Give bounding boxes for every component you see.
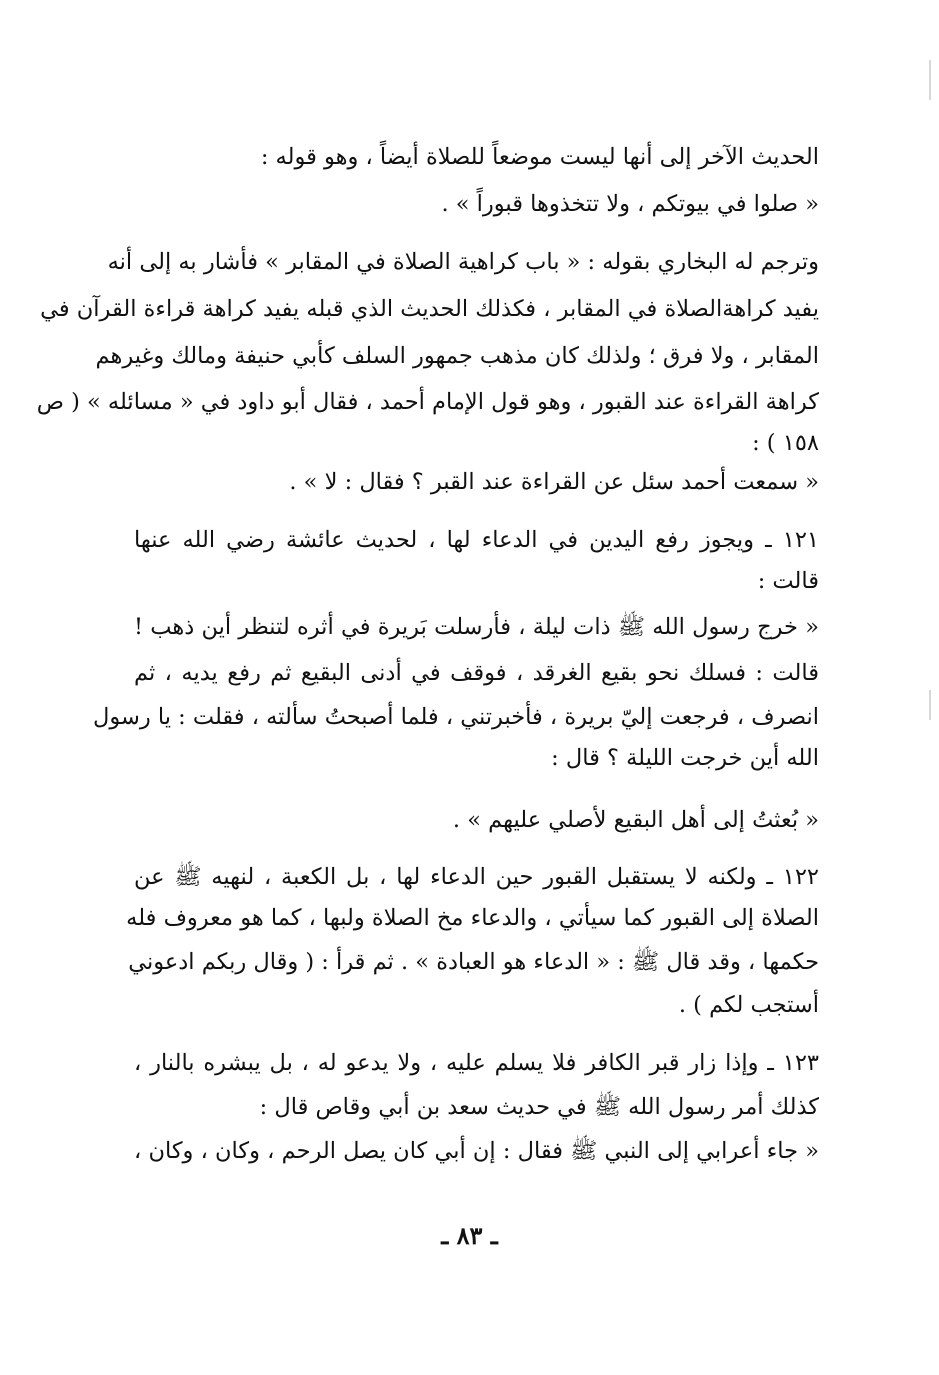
text-line-4: يفيد كراهةالصلاة في المقابر ، فكذلك الحديث الذي قبله يفيد كراهة قراءة القرآن في: [40, 296, 819, 322]
text-line-19: أستجب لكم ) .: [678, 992, 819, 1018]
text-line-9: ١٢١ ـ ويجوز رفع اليدين في الدعاء لها ، لحديث عائشة رضي الله عنها: [134, 527, 819, 553]
text-line-7: ١٥٨ ) :: [752, 430, 819, 456]
text-line-1: الحديث الآخر إلى أنها ليست موضعاً للصلاة أيضاً ، وهو قوله :: [260, 144, 819, 170]
text-line-22: « جاء أعرابي إلى النبي ﷺ فقال : إن أبي كان يصل الرحم ، وكان ، وكان ،: [134, 1138, 819, 1164]
text-line-3: وترجم له البخاري بقوله : « باب كراهية الصلاة في المقابر » فأشار به إلى أنه: [107, 249, 819, 275]
text-line-2: « صلوا في بيوتكم ، ولا تتخذوها قبوراً » .: [441, 191, 819, 217]
page-number: ـ ٨٣ ـ: [441, 1221, 498, 1250]
text-line-8: « سمعت أحمد سئل عن القراءة عند القبر ؟ فقال : لا » .: [289, 469, 819, 495]
text-line-5: المقابر ، ولا فرق ؛ ولذلك كان مذهب جمهور السلف كأبي حنيفة ومالك وغيرهم: [95, 343, 819, 369]
text-line-10: قالت :: [757, 568, 819, 594]
text-line-11: « خرج رسول الله ﷺ ذات ليلة ، فأرسلت بَريرة في أثره لتنظر أين ذهب !: [134, 614, 819, 640]
text-line-20: ١٢٣ ـ وإذا زار قبر الكافر فلا يسلم عليه ، ولا يدعو له ، بل يبشره بالنار ،: [134, 1050, 819, 1076]
text-line-15: « بُعثتُ إلى أهل البقيع لأصلي عليهم » .: [452, 807, 819, 833]
text-line-6: كراهة القراءة عند القبور ، وهو قول الإمام أحمد ، فقال أبو داود في « مسائله » ( ص: [36, 389, 819, 415]
text-line-17: الصلاة إلى القبور كما سيأتي ، والدعاء مخ الصلاة ولبها ، كما هو معروف فله: [126, 905, 819, 931]
text-line-18: حكمها ، وقد قال ﷺ : « الدعاء هو العبادة » . ثم قرأ : ( وقال ربكم ادعوني: [128, 949, 819, 975]
text-line-14: الله أين خرجت الليلة ؟ قال :: [551, 745, 819, 771]
scan-edge-mark: [929, 690, 931, 720]
text-line-13: انصرف ، فرجعت إليّ بريرة ، فأخبرتني ، فلما أصبحتُ سألته ، فقلت : يا رسول: [93, 704, 819, 730]
text-line-12: قالت : فسلك نحو بقيع الغرقد ، فوقف في أدنى البقيع ثم رفع يديه ، ثم: [134, 660, 819, 686]
text-line-21: كذلك أمر رسول الله ﷺ في حديث سعد بن أبي وقاص قال :: [259, 1094, 819, 1120]
text-line-16: ١٢٢ ـ ولكنه لا يستقبل القبور حين الدعاء لها ، بل الكعبة ، لنهيه ﷺ عن: [134, 864, 819, 890]
scan-edge-mark: [929, 60, 931, 100]
